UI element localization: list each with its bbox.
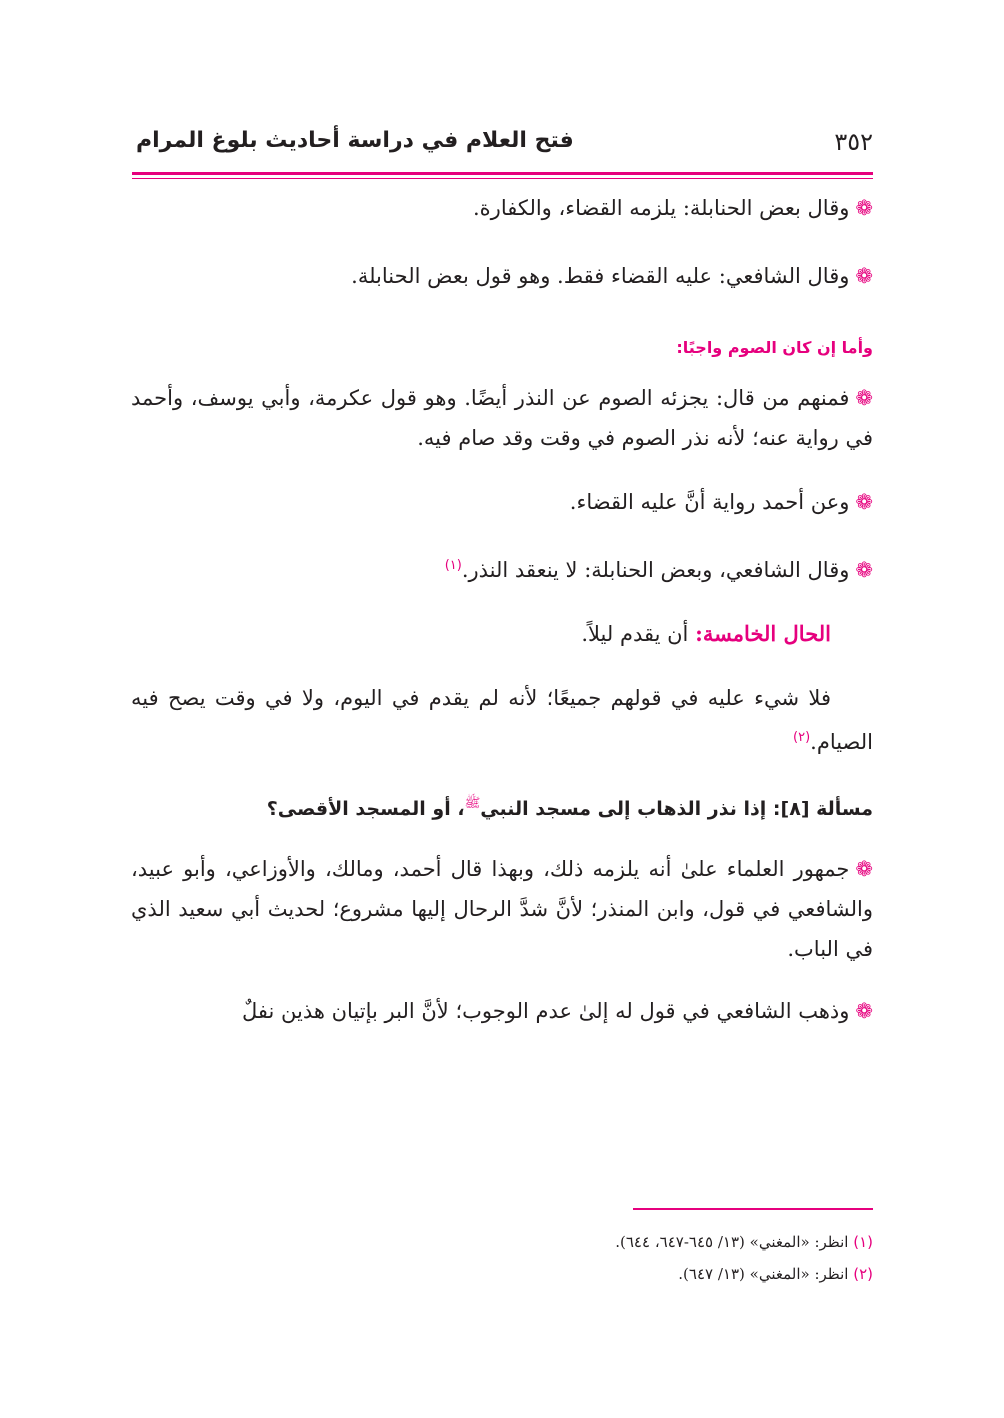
case-heading-label: الحال الخامسة: <box>695 621 831 646</box>
header-rule-thick <box>132 172 873 175</box>
footnote-rule <box>633 1208 873 1210</box>
paragraph-5 <box>131 546 873 590</box>
masala-question-rest: ، أو المسجد الأقصى؟ <box>266 798 465 820</box>
paragraph-6 <box>131 678 873 762</box>
footnote-number: (٢) <box>853 1265 873 1283</box>
flower-icon: ❁ <box>855 196 873 220</box>
footnote-marker[interactable]: (٢) <box>793 730 811 745</box>
page-header <box>132 128 873 168</box>
paragraph-2 <box>131 256 873 296</box>
case-heading <box>131 614 873 654</box>
paragraph-1 <box>131 188 873 228</box>
paragraph-7 <box>131 849 873 969</box>
masala-heading <box>131 784 873 829</box>
paragraph-text: وعن أحمد رواية أنَّ عليه القضاء. <box>569 490 850 514</box>
flower-icon: ❁ <box>855 490 873 514</box>
paragraph-text: وقال الشافعي، وبعض الحنابلة: لا ينعقد النذر. <box>461 558 850 582</box>
paragraph-text: فلا شيء عليه في قولهم جميعًا؛ لأنه لم يقدم في اليوم، ولا في وقت يصح فيه الصيام. <box>131 686 873 754</box>
flower-icon: ❁ <box>855 386 873 410</box>
footnote-1 <box>131 1226 873 1258</box>
footnote-number: (١) <box>853 1233 873 1251</box>
paragraph-text: وقال الشافعي: عليه القضاء فقط. وهو قول بعض الحنابلة. <box>351 264 850 288</box>
paragraph-4 <box>131 482 873 522</box>
page-number: ٣٥٢ <box>834 128 873 156</box>
paragraph-text: جمهور العلماء علىٰ أنه يلزمه ذلك، وبهذا قال أحمد، ومالك، والأوزاعي، وأبو عبيد، والشافعي في قول، وابن المنذر؛ لأنَّ شدَّ الرحال إليها مشروع؛ لحديث أبي سعيد الذي في الباب. <box>131 857 873 961</box>
footnote-text: انظر: «المغني» (١٣/ ٦٤٧). <box>678 1265 849 1283</box>
paragraph-3 <box>131 378 873 458</box>
sub-heading-text: وأما إن كان الصوم واجبًا: <box>676 338 873 357</box>
flower-icon: ❁ <box>855 857 873 881</box>
case-heading-text: أن يقدم ليلاً. <box>581 622 689 646</box>
footnote-text: انظر: «المغني» (١٣/ ٦٤٥-٦٤٧، ٦٤٤). <box>615 1233 849 1251</box>
paragraph-text: وذهب الشافعي في قول له إلىٰ عدم الوجوب؛ لأنَّ البر بإتيان هذين نفلٌ <box>241 999 850 1023</box>
masala-label: مسألة [٨]: <box>772 798 873 820</box>
book-title: فتح العلام في دراسة أحاديث بلوغ المرام <box>136 128 574 153</box>
paragraph-text: وقال بعض الحنابلة: يلزمه القضاء، والكفارة. <box>473 196 850 220</box>
masala-question: إذا نذر الذهاب إلى مسجد النبي <box>480 798 767 820</box>
flower-icon: ❁ <box>855 558 873 582</box>
footnote-marker[interactable]: (١) <box>444 558 462 573</box>
flower-icon: ❁ <box>855 264 873 288</box>
sub-heading <box>131 326 873 368</box>
paragraph-8 <box>131 991 873 1031</box>
main-content <box>131 188 873 1031</box>
flower-icon: ❁ <box>855 999 873 1023</box>
header-rule-thin <box>132 178 873 179</box>
footnote-2 <box>131 1258 873 1290</box>
salawat-glyph: ﷺ <box>464 796 481 811</box>
footnotes <box>131 1226 873 1290</box>
paragraph-text: فمنهم من قال: يجزئه الصوم عن النذر أيضًا. وهو قول عكرمة، وأبي يوسف، وأحمد في رواية عنه؛ لأنه نذر الصوم في وقت وقد صام فيه. <box>131 386 873 450</box>
